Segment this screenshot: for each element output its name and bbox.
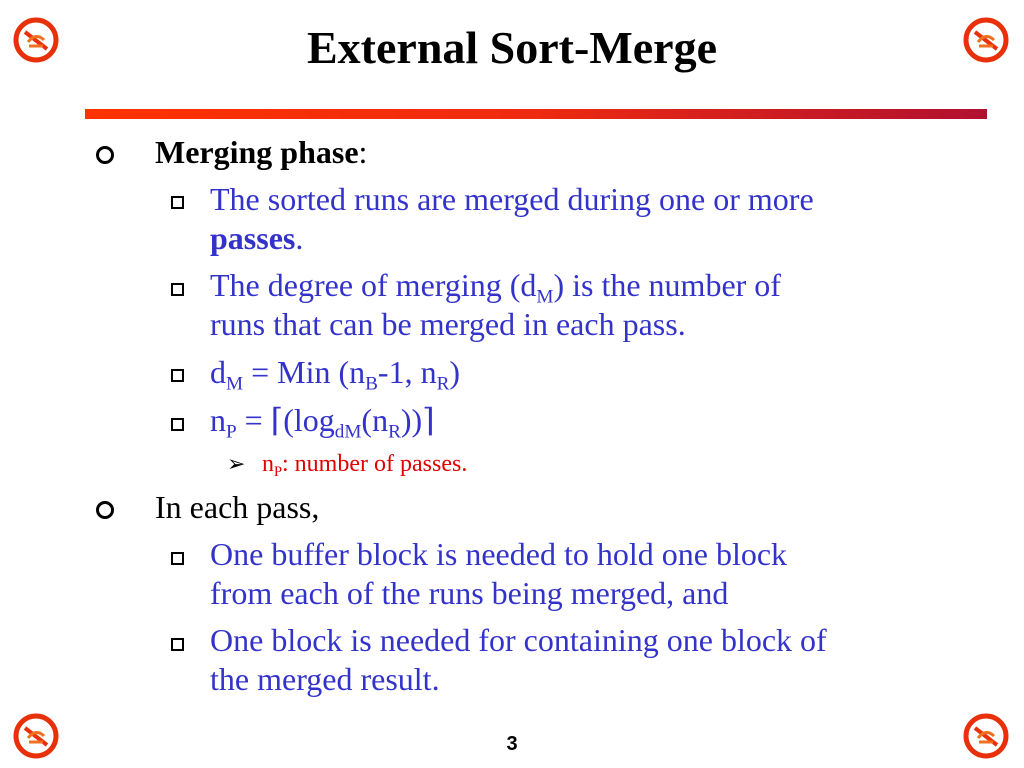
degree-text-pre: The degree of merging (d	[210, 267, 537, 303]
result-text-line2: the merged result.	[210, 661, 440, 697]
square-bullet-icon	[171, 283, 184, 296]
log-sub: dM	[334, 421, 362, 443]
square-bullet-icon	[171, 418, 184, 431]
buffer-text-line1: One buffer block is needed to hold one block	[210, 536, 788, 572]
square-bullet-icon	[171, 369, 184, 382]
result-bullet	[210, 621, 1000, 699]
degree-subscript: M	[536, 286, 554, 308]
np-arg: (n	[361, 402, 389, 438]
ceil-right: ⌉	[422, 402, 435, 438]
note-n: n	[262, 451, 274, 477]
circle-bullet-icon	[96, 146, 114, 164]
nb-sub: B	[365, 373, 378, 395]
dm-d: d	[210, 354, 226, 390]
np-eq: =	[236, 402, 271, 438]
dm-formula	[210, 353, 1000, 395]
passes-text-line1: The sorted runs are merged during one or more	[210, 181, 814, 217]
note-sub: P	[274, 464, 283, 481]
slide-title: External Sort-Merge	[306, 22, 717, 73]
np-note	[262, 449, 467, 479]
degree-bullet	[210, 266, 1000, 344]
buffer-bullet	[210, 535, 1000, 613]
result-text-line1: One block is needed for containing one block of	[210, 622, 827, 658]
merging-phase-label: Merging phase	[155, 134, 359, 170]
square-bullet-icon	[171, 638, 184, 651]
dm-min: = Min (n	[243, 354, 366, 390]
degree-text-post: ) is the number of	[553, 267, 781, 303]
arrow-bullet-icon: ➢	[227, 451, 246, 476]
ceil-left: ⌈	[270, 402, 284, 438]
square-bullet-icon	[171, 196, 184, 209]
buffer-text-line2: from each of the runs being merged, and	[210, 575, 729, 611]
passes-period: .	[295, 220, 304, 256]
degree-text-line2: runs that can be merged in each pass.	[210, 306, 686, 342]
np-log: (log	[283, 402, 335, 438]
nr-sub: R	[436, 373, 450, 395]
np-close: ))	[400, 402, 423, 438]
note-text: : number of passes.	[282, 451, 468, 477]
dm-close: )	[449, 354, 461, 390]
dm-sub: M	[226, 373, 244, 395]
merging-phase-heading	[155, 133, 367, 171]
passes-bullet	[210, 180, 1000, 258]
np-formula	[210, 401, 1000, 443]
title-divider	[85, 109, 987, 119]
heading-colon: :	[358, 134, 368, 170]
passes-keyword: passes	[210, 220, 296, 256]
arg-sub: R	[388, 421, 401, 443]
np-n: n	[210, 402, 226, 438]
square-bullet-icon	[171, 552, 184, 565]
page-number: 3	[506, 733, 518, 755]
dm-mid: -1, n	[377, 354, 437, 390]
np-sub: P	[226, 421, 237, 443]
each-pass-heading: In each pass,	[155, 489, 320, 525]
circle-bullet-icon	[96, 501, 114, 519]
